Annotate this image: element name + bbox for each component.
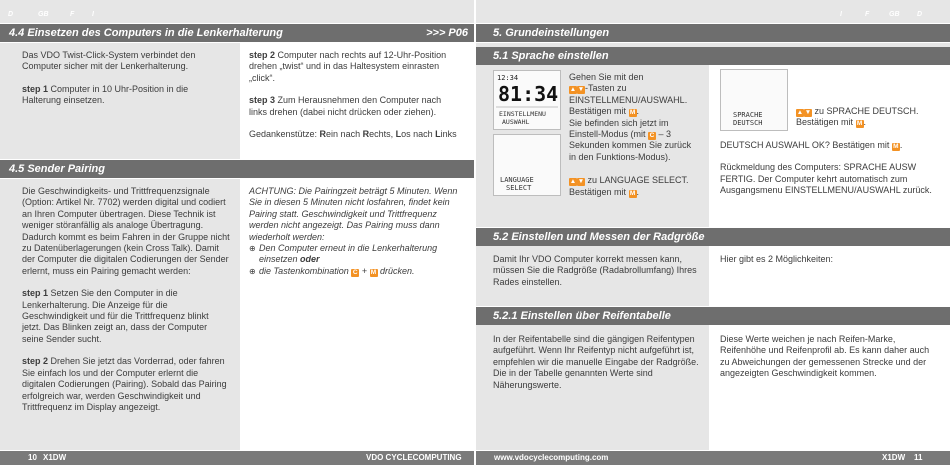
m-key-icon: M — [893, 143, 899, 150]
model-name: X1DW — [882, 453, 906, 462]
section-title-5: 5. Grundeinstellungen — [476, 24, 950, 42]
c-key-icon: C — [352, 268, 358, 276]
m-key-icon: M — [629, 109, 636, 117]
option-reinsert: ⊕ Den Computer erneut in die Lenkerhalterung einsetzen oder — [249, 243, 459, 266]
lcd-line-2: AUSWAHL — [502, 118, 530, 126]
tab-i: I — [840, 11, 842, 18]
page-number: 11 — [914, 453, 923, 462]
model-name: X1DW — [43, 453, 67, 462]
section-5-2-1-left: In der Reifentabelle sind die gängigen Reifentypen aufgeführt. Wenn Ihr Reifentyp nicht aufgeführt ist, empfehlen wir die manuelle Eingabe der Radgröße. Die in der Tabelle genannten Werte sind Näherungswerte. — [493, 334, 699, 390]
section-4-5-right — [249, 186, 459, 277]
section-4-4-left — [22, 50, 227, 118]
up-key-icon: ▲ — [796, 109, 804, 116]
step-2: step 2 Computer nach rechts auf 12-Uhr-Position drehen „twist“ und in das Haltesystem einrasten „click“. — [249, 50, 447, 83]
tab-d: D — [917, 11, 923, 18]
lcd-line-1: LANGUAGE — [500, 176, 534, 184]
website-url: www.vdocyclecomputing.com — [494, 453, 609, 462]
step-2: step 2 Drehen Sie jetzt das Vorderrad, oder fahren Sie einfach los und der Computer erlernt die digitalen Codierungen (Pairing). Sobald das Pairing erfolgreich war, werden Geschwindigkeit und Trittfrequenz im Display angezeigt. — [22, 356, 227, 412]
tab-gb: GB — [889, 11, 900, 18]
section-title-4-5: 4.5 Sender Pairing — [0, 160, 474, 178]
step-1: step 1 Setzen Sie den Computer in die Lenkerhalterung. Die Anzeige für die Geschwindigkeit und für die Trittfrequenz blinkt jetzt. Das Blinken zeigt an, dass der Computer seine Sender sucht. — [22, 288, 209, 344]
c-key-icon: C — [649, 132, 655, 140]
intro-text: Das VDO Twist-Click-System verbindet den Computer sicher mit der Lenkerhalterung. — [22, 50, 196, 72]
language-tabs-left — [0, 0, 474, 23]
tab-f: F — [865, 11, 870, 18]
display-language-select — [493, 134, 561, 196]
mnemonic: Gedankenstütze: Rein nach Rechts, Los nach Links — [249, 129, 457, 140]
section-5-1-right-step: ▲ ▼ zu SPRACHE DEUTSCH. Bestätigen mit M. — [796, 106, 919, 128]
section-4-5-left — [22, 186, 230, 424]
section-5-1-left-text: Gehen Sie mit den ▲ ▼-Tasten zu EINSTELLMENU/AUSWAHL. Bestätigen mit M. Sie befinden sich jetzt im Einstell-Modus (mit C – 3 Sekunden kommen Sie zurück in den Funktions-Modus). ▲ ▼ zu LANGUAGE SELECT. Bestätigen mit M. — [569, 72, 692, 197]
page-reference: >>> P06 — [426, 27, 468, 39]
section-title-5-2-1: 5.2.1 Einstellen über Reifentabelle — [476, 307, 950, 325]
up-key-icon: ▲ — [569, 86, 577, 94]
lcd-line-1: EINSTELLMENU — [499, 110, 546, 118]
section-title-4-4: 4.4 Einsetzen des Computers in die Lenkerhalterung >>> P06 — [0, 24, 474, 42]
footer-left — [0, 451, 474, 465]
section-5-2-left: Damit Ihr VDO Computer korrekt messen kann, müssen Sie die Radgröße (Radabrollumfang) Ihres Rades einstellen. — [493, 254, 697, 287]
down-key-icon: ▼ — [577, 178, 585, 186]
m-key-icon: M — [370, 268, 377, 276]
tab-f: F — [70, 11, 75, 18]
lcd-line-1: SPRACHE — [733, 111, 763, 119]
tab-i: I — [92, 11, 94, 18]
pairing-note: ACHTUNG: Die Pairingzeit beträgt 5 Minuten. Wenn Sie in diesen 5 Minuten nicht losfahren, findet kein Pairing statt. Geschwindigkeit und Trittfrequenz werden nicht angezeigt. Das Pairing muss dann wiederholt werden: — [249, 186, 458, 242]
section-4-4-right — [249, 50, 459, 151]
brand-name: VDO CYCLECOMPUTING — [366, 453, 462, 462]
footer-right — [476, 451, 950, 465]
down-key-icon: ▼ — [804, 109, 812, 116]
language-tabs-right — [476, 0, 950, 23]
section-5-2-right: Hier gibt es 2 Möglichkeiten: — [720, 254, 834, 264]
display-einstellmenu — [493, 70, 561, 130]
lcd-line-2: DEUTSCH — [733, 119, 763, 127]
step-1: step 1 Computer in 10 Uhr-Position in die Halterung einsetzen. — [22, 83, 189, 106]
up-key-icon: ▲ — [569, 178, 577, 186]
option-key-combination: ⊕ die Tastenkombination C + M drücken. — [249, 266, 459, 277]
section-title-5-1: 5.1 Sprache einstellen — [476, 47, 950, 65]
tab-gb: GB — [38, 11, 49, 18]
section-title-5-2: 5.2 Einstellen und Messen der Radgröße — [476, 228, 950, 246]
lcd-time: 12:34 — [497, 74, 519, 82]
section-5-2-1-right: Diese Werte weichen je nach Reifen-Marke, Reifenhöhe und Reifenprofil ab. Es kann daher auch zu Abweichungen der gemessenen Strecke und der angezeigten Geschwindigkeit kommen. — [720, 334, 930, 379]
tab-d: D — [8, 11, 14, 18]
lcd-line-2: SELECT — [506, 184, 532, 192]
m-key-icon: M — [856, 120, 863, 128]
step-3: step 3 Zum Herausnehmen den Computer nach links drehen (dabei nicht drücken oder ziehen). — [249, 95, 442, 117]
intro-text: Die Geschwindigkeits- und Trittfrequenzsignale (Option: Artikel Nr. 7702) werden digital und codiert an Ihren Computer übertragen. Diese Technik ist weniger störanfällig als analoge Übertragung. Dadurch kommt es beim Fahren in der Gruppe nicht zu Datenüberlagerungen (kein Cross Talk). Damit der Computer die digitalen Codierungen der Sender erlernt, muss ein Pairing gemacht werden: — [22, 186, 230, 276]
down-key-icon: ▼ — [577, 86, 585, 94]
lcd-big-digits: 81:34 — [498, 82, 559, 106]
page-number: 10 — [28, 453, 37, 462]
m-key-icon: M — [629, 189, 636, 197]
display-sprache-deutsch — [720, 69, 788, 131]
pairing-options — [249, 243, 459, 277]
section-5-1-right-text: DEUTSCH AUSWAHL OK? Bestätigen mit M. Rückmeldung des Computers: SPRACHE AUSW FERTIG. Der Computer kehrt automatisch zum Ausgangsmenu EINSTELLMENU/AUSWAHL zurück. — [720, 140, 932, 196]
